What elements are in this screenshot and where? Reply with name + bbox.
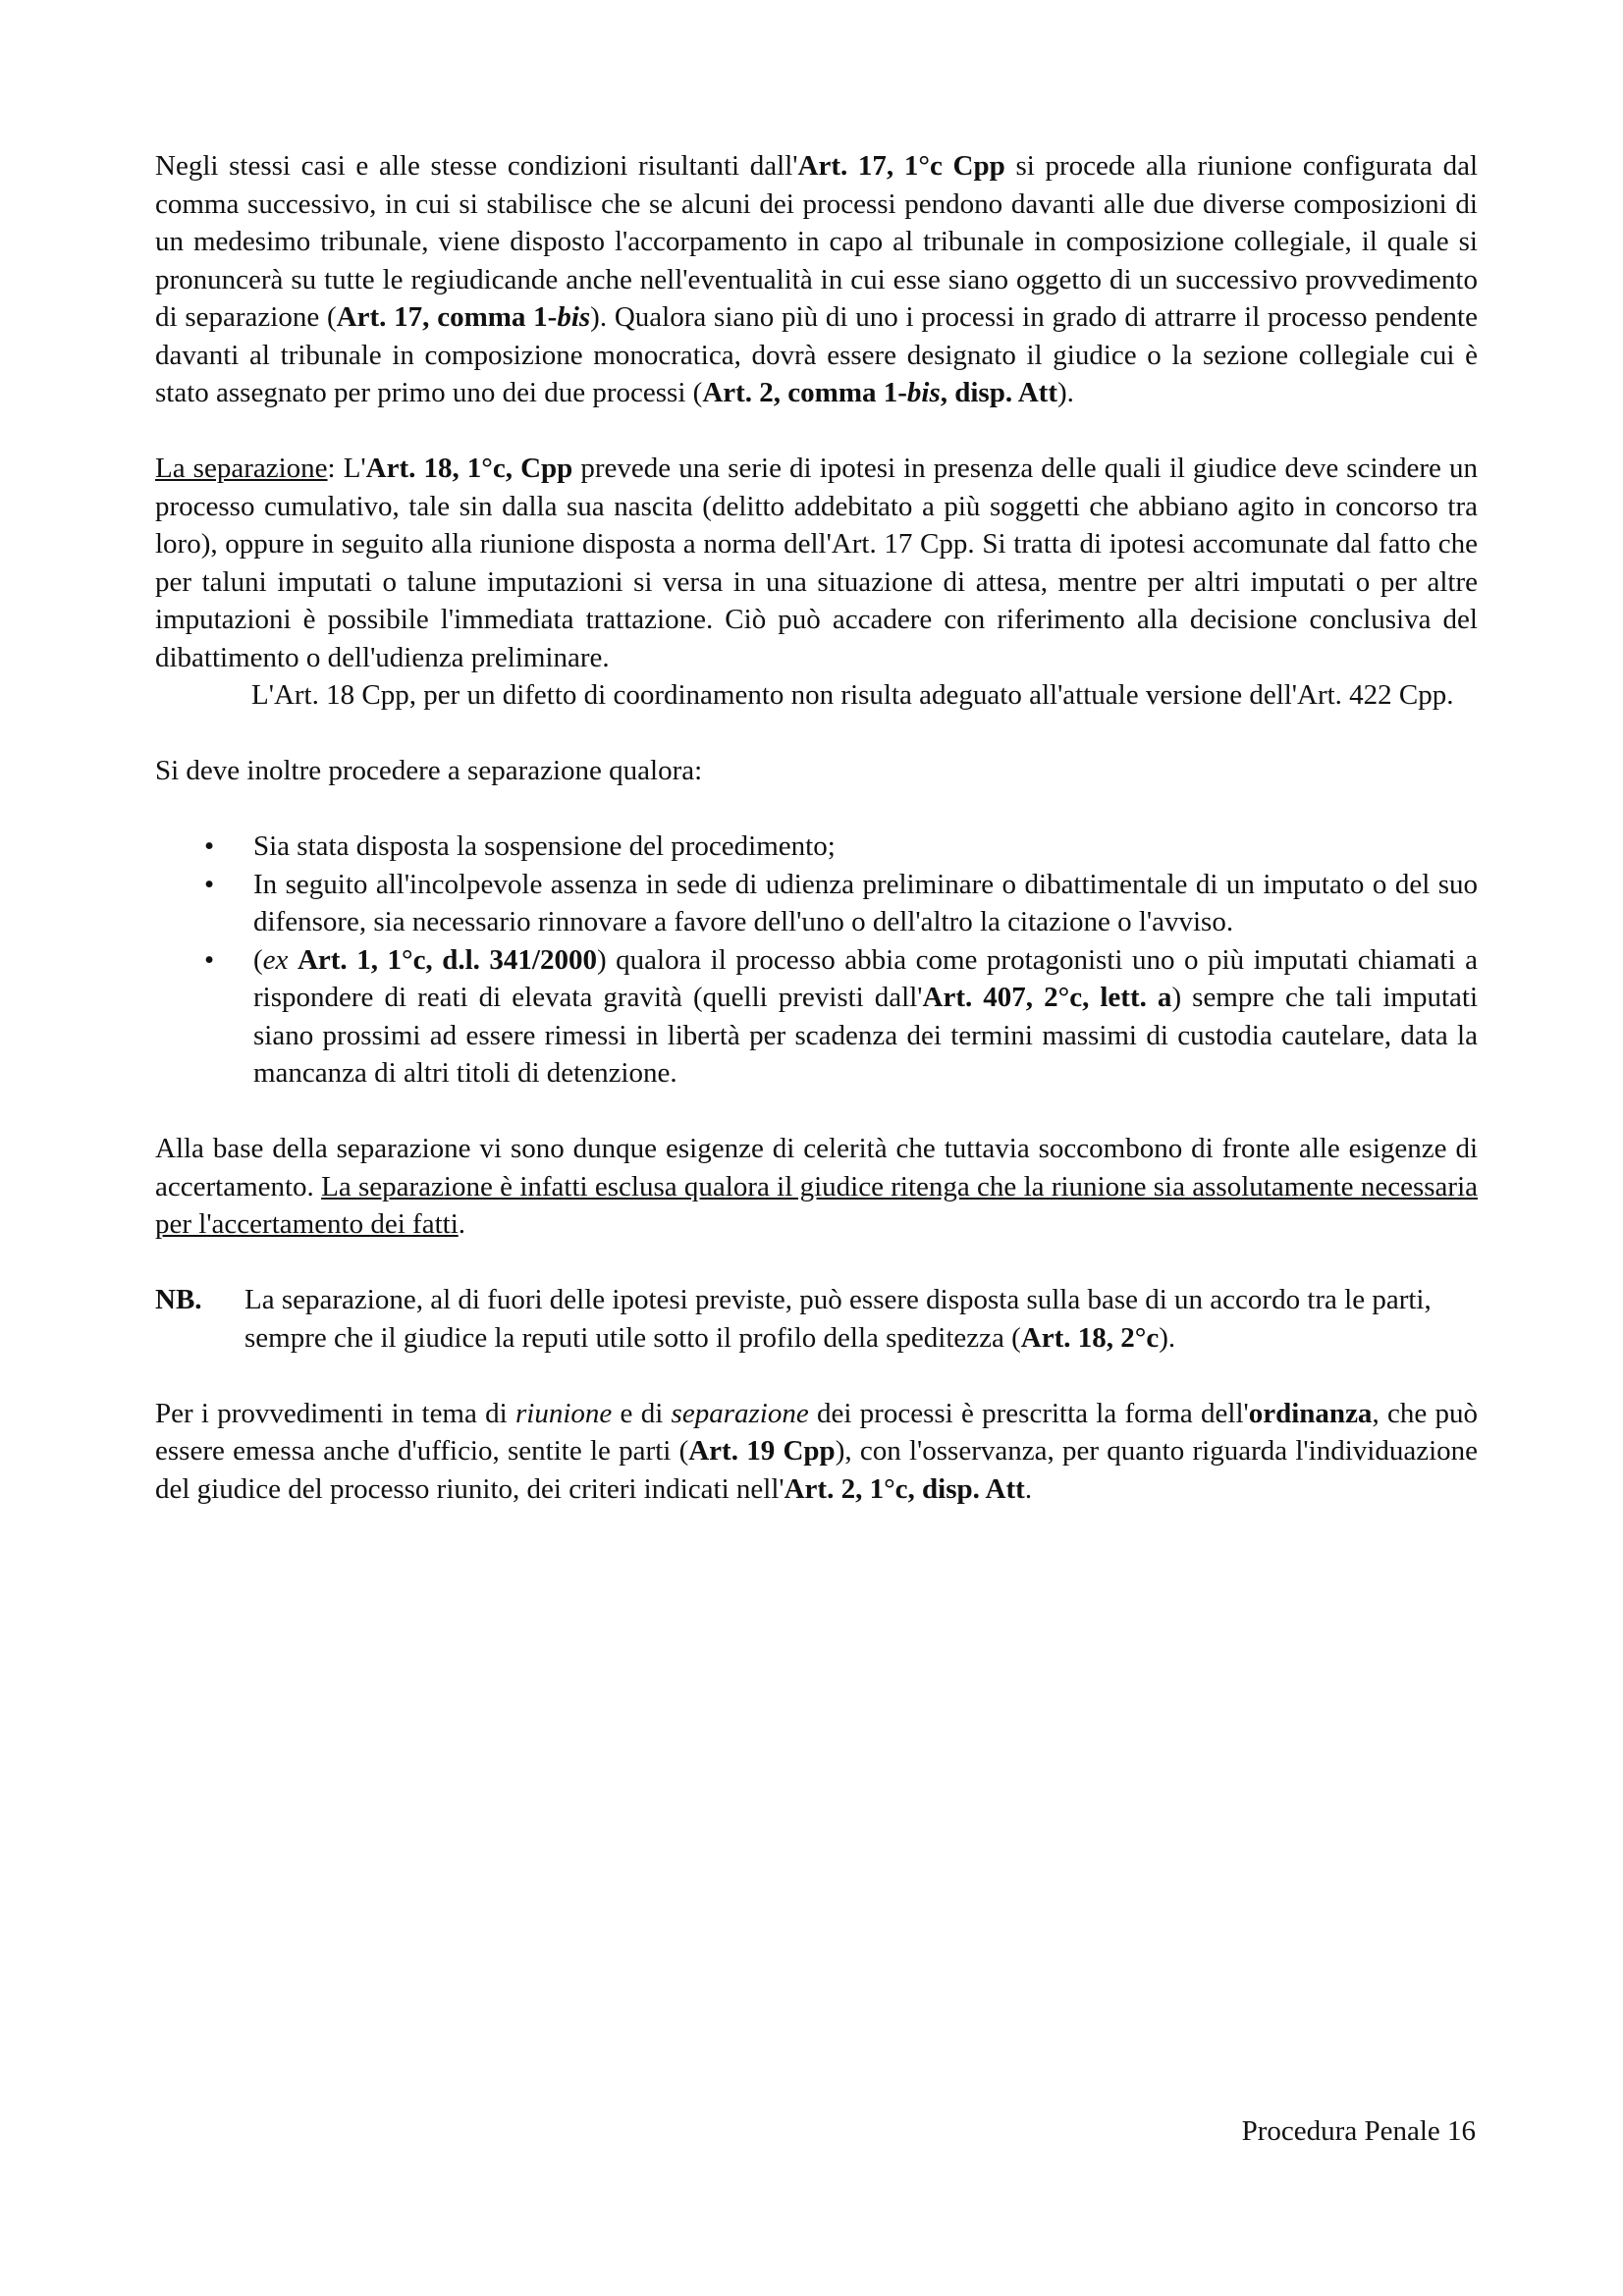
text: .	[458, 1208, 465, 1240]
list-item	[155, 866, 1478, 941]
page-body	[155, 147, 1478, 1508]
bold-term: ordinanza	[1248, 1397, 1373, 1429]
text: La separazione, al di fuori delle ipotesi previste, può essere disposta sulla base di un accordo tra le parti, sempre che il giudice la reputi utile sotto il profilo della speditezza (	[244, 1284, 1432, 1354]
law-reference: Art. 18, 2°c	[1020, 1321, 1160, 1354]
text: ), con l'osservanza, per quanto riguarda l'individuazione del giudice del processo riunito, dei criteri indicati nell'	[155, 1435, 1478, 1505]
text: Per i provvedimenti in tema di	[155, 1397, 515, 1429]
law-reference: Art. 407, 2°c, lett. a	[922, 982, 1172, 1013]
text: Si deve inoltre procedere a separazione qualora:	[155, 755, 703, 786]
law-reference: Art. 1, 1°c, d.l. 341/2000	[297, 943, 597, 976]
paragraph-gap	[155, 1357, 1478, 1395]
text: L'Art. 18 Cpp, per un difetto di coordinamento non risulta adeguato all'attuale versione dell'Art. 422 Cpp.	[251, 679, 1454, 711]
text: e di	[612, 1397, 672, 1429]
text: : L'	[327, 453, 366, 484]
text: (	[253, 943, 263, 976]
law-reference: Art. 2, 1°c, disp. Att	[784, 1472, 1025, 1505]
law-reference: Art. 19 Cpp	[688, 1435, 836, 1467]
text: ) sempre che tali imputati siano prossimi ad essere rimessi in libertà per scadenza dei termini massimi di custodia cautelare, data la mancanza di altri titoli di detenzione.	[253, 982, 1479, 1089]
paragraph-riunione-collegiale	[155, 147, 1478, 412]
text: prevede una serie di ipotesi in presenza delle quali il giudice deve scindere un processo cumulativo, tale sin dalla sua nascita (delitto addebitato a più soggetti che abbiano agito in concorso tra loro), oppure in seguito alla riunione disposta a norma dell'Art. 17 Cpp. Si tratta di ipotesi accomunate dal fatto che per taluni imputati o talune imputazioni si versa in una situazione di attesa, mentre per altri imputati o per altre imputazioni è possibile l'immediata trattazione. Ciò può accadere con riferimento alla decisione conclusiva del dibattimento o dell'udienza preliminare.	[155, 453, 1479, 673]
law-reference: Art. 18, 1°c, Cpp	[365, 453, 573, 484]
list-item	[155, 941, 1478, 1093]
paragraph-gap	[155, 715, 1478, 753]
italic-term: separazione	[671, 1397, 809, 1429]
page-footer: Procedura Penale 16	[1241, 2115, 1476, 2147]
nota-bene-label: NB.	[155, 1284, 202, 1315]
latin-term: ex	[262, 943, 289, 976]
separation-conditions-list	[155, 828, 1478, 1093]
italic-term: riunione	[514, 1397, 613, 1429]
paragraph-gap	[155, 790, 1478, 828]
text: In seguito all'incolpevole assenza in sede di udienza preliminare o dibattimentale di un imputato o del suo difensore, sia necessario rinnovare a favore dell'uno o dell'altro la citazione o l'avviso.	[253, 868, 1478, 937]
law-reference: Art. 17, comma 1-bis	[336, 301, 591, 333]
text: Alla base della separazione vi sono dunque esigenze di celerità che tuttavia soccombono di fronte alle esigenze di accertamento.	[155, 1133, 1478, 1202]
paragraph-base-separazione	[155, 1130, 1478, 1244]
paragraph-provvedimenti	[155, 1395, 1478, 1509]
paragraph-gap	[155, 1093, 1478, 1131]
list-item	[155, 828, 1478, 866]
text: , che può essere emessa anche d'ufficio, sentite le parti (	[155, 1397, 1478, 1467]
text: .	[1024, 1472, 1033, 1505]
underlined-statement: La separazione è infatti esclusa qualora il giudice ritenga che la riunione sia assolutamente necessaria per l'accertamento dei fatti	[155, 1170, 1478, 1240]
paragraph-gap	[155, 412, 1478, 451]
bullet-icon: •	[204, 830, 215, 862]
text: dei processi è prescritta la forma dell'	[808, 1397, 1249, 1429]
law-reference: Art. 2, comma 1-bis, disp. Att	[702, 377, 1057, 408]
text: ). Qualora siano più di uno i processi in grado di attrarre il processo pendente davanti al tribunale in composizione monocratica, dovrà essere designato il giudice o la sezione collegiale cui è stato assegnato per primo uno dei due processi (	[155, 301, 1478, 408]
bullet-icon: •	[204, 943, 215, 976]
text: ) qualora il processo abbia come protagonisti uno o più imputati chiamati a rispondere di reati di elevata gravità (quelli previsti dall'	[253, 943, 1479, 1013]
paragraph-separazione	[155, 450, 1478, 676]
paragraph-gap	[155, 1244, 1478, 1282]
text: ).	[1159, 1321, 1176, 1354]
nota-bene-block	[155, 1281, 1476, 1357]
text: Negli stessi casi e alle stesse condizioni risultanti dall'	[155, 150, 798, 182]
text: si procede alla riunione configurata dal comma successivo, in cui si stabilisce che se alcuni dei processi pendono davanti alle due diverse composizioni di un medesimo tribunale, viene disposto l'accorpamento in capo al tribunale in composizione collegiale, il quale si pronuncerà su tutte le regiudicande anche nell'eventualità in cui esse siano oggetto di un successivo provvedimento di separazione (	[155, 150, 1478, 333]
paragraph-art18	[155, 676, 1478, 715]
section-heading: La separazione	[155, 453, 328, 484]
law-reference: Art. 17, 1°c Cpp	[797, 150, 1005, 182]
text: ).	[1057, 377, 1074, 408]
paragraph-list-intro	[155, 752, 1478, 790]
text: Sia stata disposta la sospensione del procedimento;	[253, 830, 836, 862]
bullet-icon: •	[204, 868, 215, 900]
text	[288, 944, 298, 976]
